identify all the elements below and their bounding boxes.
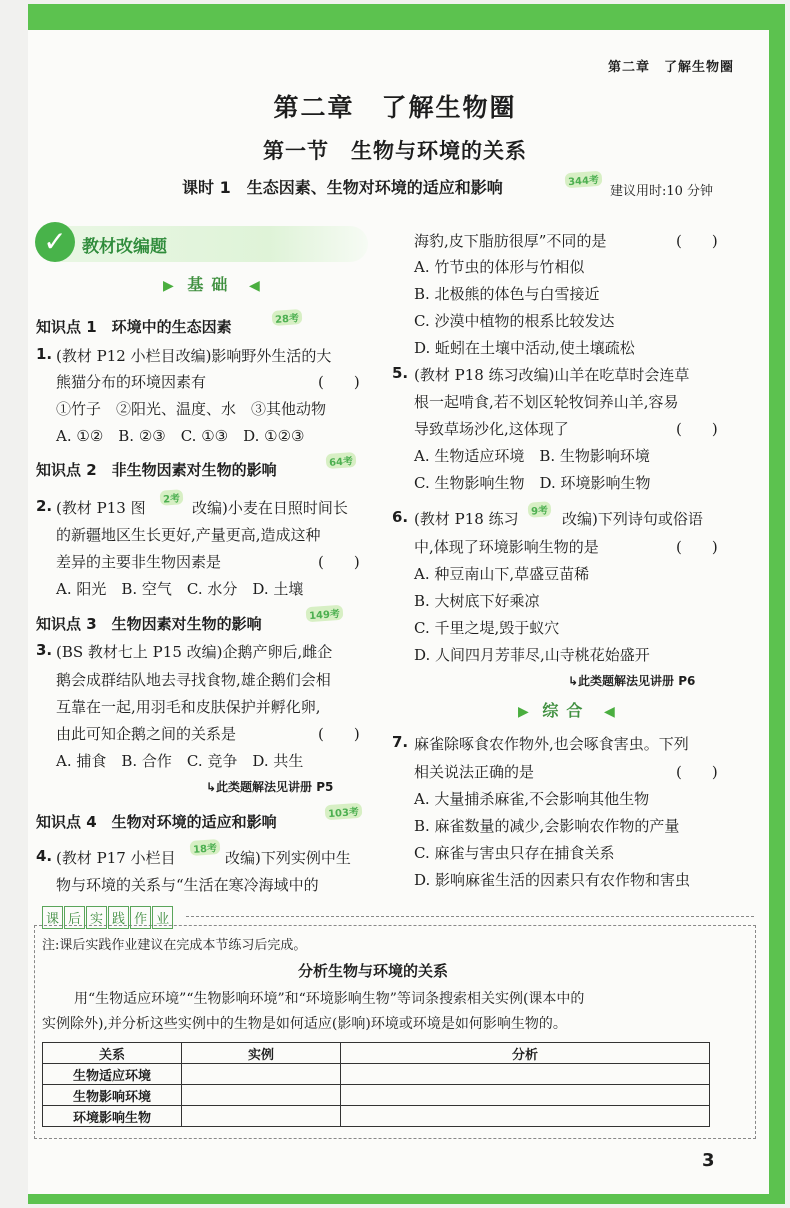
- q4-option-d: D. 蚯蚓在土壤中活动,使土壤疏松: [414, 339, 635, 357]
- q7-line1: 麻雀除啄食农作物外,也会啄食害虫。下列: [414, 735, 689, 753]
- q1-options: A. ①② B. ②③ C. ①③ D. ①②③: [56, 427, 305, 445]
- q7-option-d: D. 影响麻雀生活的因素只有农作物和害虫: [414, 871, 691, 889]
- q1-line1: (教材 P12 小栏目改编)影响野外生活的大: [56, 347, 332, 365]
- q2-options: A. 阳光 B. 空气 C. 水分 D. 土壤: [56, 580, 304, 598]
- q7-answer-paren: ( ): [676, 763, 718, 781]
- q4-continued-line: 海豹,皮下脂肪很厚”不同的是: [414, 232, 607, 250]
- q1-items: ①竹子 ②阳光、温度、水 ③其他动物: [56, 400, 327, 418]
- q4-line1b: 改编)下列实例中生: [225, 849, 351, 867]
- table-row-label: 生物影响环境: [43, 1085, 182, 1106]
- homework-title: [42, 906, 174, 929]
- table-cell-example[interactable]: [182, 1064, 341, 1085]
- q4-line1a: (教材 P17 小栏目: [56, 849, 176, 867]
- table-cell-example[interactable]: [182, 1085, 341, 1106]
- time-hint: 建议用时:10 分钟: [610, 184, 714, 199]
- q6-option-b: B. 大树底下好乘凉: [414, 592, 540, 610]
- q6-line1a: (教材 P18 练习: [414, 510, 519, 528]
- q1-answer-paren: ( ): [318, 373, 360, 391]
- section-comprehensive: [518, 698, 615, 721]
- q7-option-b: B. 麻雀数量的减少,会影响农作物的产量: [414, 817, 680, 835]
- homework-text-line2: 实例除外),并分析这些实例中的生物是如何适应(影响)环境或环境是如何影响生物的。: [42, 1016, 567, 1032]
- section-comprehensive-label: 综合: [542, 701, 591, 720]
- q5-number: 5.: [392, 364, 409, 382]
- page-number: 3: [702, 1150, 715, 1171]
- kp1-stamp: 28考: [272, 309, 303, 326]
- section-basic: [163, 272, 260, 295]
- q5-line1: (教材 P18 练习改编)山羊在吃草时会连草: [414, 366, 690, 384]
- table-row-label: 环境影响生物: [43, 1106, 182, 1127]
- q3-reference: ↳此类题解法见讲册 P5: [206, 780, 334, 794]
- q6-option-d: D. 人间四月芳菲尽,山寺桃花始盛开: [414, 646, 650, 664]
- q3-line1: (BS 教材七上 P15 改编)企鹅产卵后,雌企: [56, 643, 333, 661]
- homework-table: [42, 1042, 710, 1127]
- homework-text-line1: 用“生物适应环境”“生物影响环境”和“环境影响生物”等词条搜索相关实例(课本中的: [74, 991, 585, 1007]
- section-title: 第一节 生物与环境的关系: [263, 138, 527, 163]
- arrow-left-icon: ◀: [603, 704, 615, 720]
- homework-title-char: 实: [86, 906, 107, 929]
- q5-options-cd: C. 生物影响生物 D. 环境影响生物: [414, 474, 651, 492]
- homework-title-char: 作: [130, 906, 151, 929]
- homework-title-char: 践: [108, 906, 129, 929]
- q4-number: 4.: [36, 847, 53, 865]
- q2-line3: 差异的主要非生物因素是: [56, 553, 222, 571]
- table-row-label: 生物适应环境: [43, 1064, 182, 1085]
- q2-line1a: (教材 P13 图: [56, 499, 146, 517]
- q6-line1b: 改编)下列诗句或俗语: [562, 510, 703, 528]
- table-header-example: 实例: [182, 1043, 341, 1064]
- kp3-title: 知识点 3 生物因素对生物的影响: [36, 615, 262, 633]
- q4-option-b: B. 北极熊的体色与白雪接近: [414, 285, 600, 303]
- banner-label: 教材改编题: [82, 237, 167, 257]
- lesson-title: 课时 1 生态因素、生物对环境的适应和影响: [182, 178, 503, 197]
- homework-title-char: 业: [152, 906, 173, 929]
- section-basic-label: 基础: [187, 275, 236, 294]
- kp4-stamp: 103考: [325, 803, 363, 821]
- q6-number: 6.: [392, 508, 409, 526]
- q3-line3: 互靠在一起,用羽毛和皮肤保护并孵化卵,: [56, 698, 321, 716]
- arrow-left-icon: ◀: [248, 278, 260, 294]
- q3-number: 3.: [36, 641, 53, 659]
- q5-options-ab: A. 生物适应环境 B. 生物影响环境: [414, 447, 650, 465]
- kp1-title: 知识点 1 环境中的生态因素: [36, 318, 232, 336]
- q2-number: 2.: [36, 497, 53, 515]
- kp4-title: 知识点 4 生物对环境的适应和影响: [36, 813, 277, 831]
- q3-line4: 由此可知企鹅之间的关系是: [56, 725, 237, 743]
- kp2-title: 知识点 2 非生物因素对生物的影响: [36, 461, 277, 479]
- table-cell-analysis[interactable]: [341, 1085, 710, 1106]
- q6-option-a: A. 种豆南山下,草盛豆苗稀: [414, 565, 590, 583]
- homework-title-char: 后: [64, 906, 85, 929]
- check-icon: ✓: [35, 222, 75, 262]
- q2-stamp: 2考: [160, 489, 184, 506]
- homework-note: 注:课后实践作业建议在完成本节练习后完成。: [42, 938, 307, 953]
- q4-option-c: C. 沙漠中植物的根系比较发达: [414, 312, 615, 330]
- q5-line2: 根一起啃食,若不划区轮牧饲养山羊,容易: [414, 393, 679, 411]
- table-header-relation: 关系: [43, 1043, 182, 1064]
- table-cell-analysis[interactable]: [341, 1064, 710, 1085]
- q4-line2: 物与环境的关系与“生活在寒冷海域中的: [56, 876, 319, 894]
- table-row: [43, 1064, 710, 1085]
- q7-option-c: C. 麻雀与害虫只存在捕食关系: [414, 844, 615, 862]
- kp3-stamp: 149考: [306, 605, 344, 623]
- q6-stamp: 9考: [528, 501, 552, 518]
- homework-title-char: 课: [42, 906, 63, 929]
- q6-line2: 中,体现了环境影响生物的是: [414, 538, 599, 556]
- q5-answer-paren: ( ): [676, 420, 718, 438]
- arrow-right-icon: ▶: [518, 704, 529, 720]
- kp2-stamp: 64考: [326, 452, 357, 469]
- q2-line1b: 改编)小麦在日照时间长: [192, 499, 348, 517]
- q6-answer-paren: ( ): [676, 538, 718, 556]
- homework-task-title: 分析生物与环境的关系: [298, 962, 449, 980]
- table-header-row: [43, 1043, 710, 1064]
- table-header-analysis: 分析: [341, 1043, 710, 1064]
- table-cell-analysis[interactable]: [341, 1106, 710, 1127]
- q3-options: A. 捕食 B. 合作 C. 竞争 D. 共生: [56, 752, 304, 770]
- q1-line2: 熊猫分布的环境因素有: [56, 373, 207, 391]
- q1-number: 1.: [36, 345, 53, 363]
- lesson-stamp: 344考: [565, 171, 603, 189]
- homework-divider: [186, 916, 754, 917]
- q4-stamp: 18考: [190, 839, 221, 856]
- q6-option-c: C. 千里之堤,毁于蚁穴: [414, 619, 560, 637]
- q7-line2: 相关说法正确的是: [414, 763, 535, 781]
- arrow-right-icon: ▶: [163, 278, 174, 294]
- q5-line3: 导致草场沙化,这体现了: [414, 420, 569, 438]
- q7-number: 7.: [392, 733, 409, 751]
- table-row: [43, 1106, 710, 1127]
- q3-answer-paren: ( ): [318, 725, 360, 743]
- q3-line2: 鹅会成群结队地去寻找食物,雄企鹅们会相: [56, 671, 331, 689]
- q4-answer-paren: ( ): [676, 232, 718, 250]
- q7-option-a: A. 大量捕杀麻雀,不会影响其他生物: [414, 790, 650, 808]
- q2-line2: 的新疆地区生长更好,产量更高,造成这种: [56, 526, 321, 544]
- q6-reference: ↳此类题解法见讲册 P6: [568, 674, 696, 688]
- q4-option-a: A. 竹节虫的体形与竹相似: [414, 258, 585, 276]
- q2-answer-paren: ( ): [318, 553, 360, 571]
- chapter-title: 第二章 了解生物圈: [273, 93, 517, 122]
- table-cell-example[interactable]: [182, 1106, 341, 1127]
- running-header: 第二章 了解生物圈: [608, 60, 735, 75]
- table-row: [43, 1085, 710, 1106]
